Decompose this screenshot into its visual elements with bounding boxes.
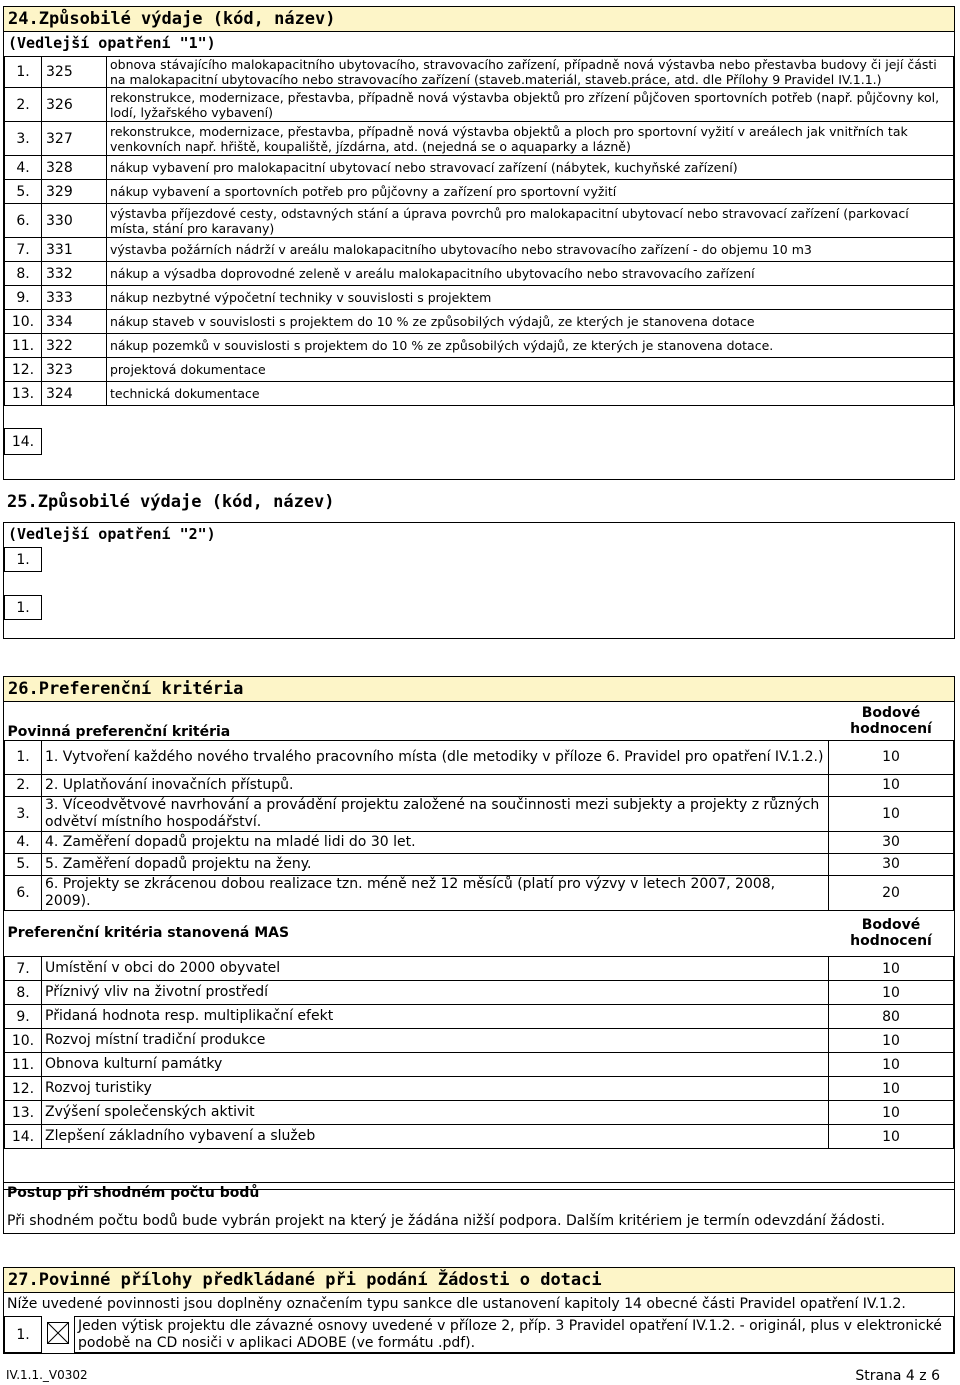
expense-text: rekonstrukce, modernizace, přestavba, případně nová výstavba objektů pro zřízení půjčoven sportovních potřeb (např. půjčovny kol, lodí, lyžařského vybavení) xyxy=(107,88,954,122)
mandatory-criteria-table xyxy=(4,702,954,911)
criterion-points: 10 xyxy=(829,1101,954,1125)
criterion-points: 80 xyxy=(829,1005,954,1029)
criterion-text: Zlepšení základního vybavení a služeb xyxy=(42,1125,829,1149)
expense-code: 324 xyxy=(42,382,107,406)
mas-criterion-row xyxy=(5,1053,954,1077)
row-number: 4. xyxy=(5,156,42,180)
criterion-text: 5. Zaměření dopadů projektu na ženy. xyxy=(42,853,829,875)
checked-box-icon[interactable] xyxy=(47,1322,69,1344)
criterion-text: Příznivý vliv na životní prostředí xyxy=(42,981,829,1005)
criterion-text: Rozvoj místní tradiční produkce xyxy=(42,1029,829,1053)
criterion-points: 10 xyxy=(829,774,954,796)
criterion-text: 6. Projekty se zkrácenou dobou realizace tzn. méně než 12 měsíců (platí pro výzvy v letech 2007, 2008, 2009). xyxy=(42,875,829,910)
row-number: 11. xyxy=(5,334,42,358)
criterion-points: 10 xyxy=(829,1053,954,1077)
row-number: 6. xyxy=(5,875,42,910)
criterion-points: 30 xyxy=(829,853,954,875)
expense-code: 332 xyxy=(42,262,107,286)
row-number: 9. xyxy=(5,286,42,310)
row-number: 8. xyxy=(5,981,42,1005)
mas-criterion-row xyxy=(5,981,954,1005)
section-25-subtitle: (Vedlejší opatření "2") xyxy=(8,525,216,543)
footer-code: IV.1.1._V0302 xyxy=(6,1368,88,1382)
row-number: 1. xyxy=(5,548,42,572)
expense-row xyxy=(5,358,954,382)
mas-criterion-row xyxy=(5,1077,954,1101)
mas-criterion-row xyxy=(5,1005,954,1029)
criterion-text: 4. Zaměření dopadů projektu na mladé lidi do 30 let. xyxy=(42,831,829,853)
criterion-points: 10 xyxy=(829,1029,954,1053)
mandatory-criteria-header: Povinná preferenční kritéria xyxy=(7,723,231,740)
tie-procedure-text: Při shodném počtu bodů bude vybrán projekt na který je žádána nižší podpora. Dalším kritériem je termín odevzdání žádosti. xyxy=(7,1213,886,1229)
row-number: 11. xyxy=(5,1053,42,1077)
criterion-points: 10 xyxy=(829,796,954,831)
section-25-title: 25.Způsobilé výdaje (kód, název) xyxy=(7,492,335,512)
row-number: 1. xyxy=(5,57,42,88)
mas-criterion-row xyxy=(5,1125,954,1149)
mas-criteria-header: Preferenční kritéria stanovená MAS xyxy=(7,925,290,942)
spacer xyxy=(4,406,954,428)
row-number: 7. xyxy=(5,957,42,981)
criterion-text: Přidaná hodnota resp. multiplikační efekt xyxy=(42,1005,829,1029)
row-number: 4. xyxy=(5,831,42,853)
mas-points-header: Bodové hodnocení xyxy=(850,917,932,950)
criterion-text: 1. Vytvoření každého nového trvalého pracovního místa (dle metodiky v příloze 6. Pravidel pro opatření IV.1.2.) xyxy=(42,740,829,774)
attachments-table xyxy=(4,1316,954,1353)
expense-text: obnova stávajícího malokapacitního ubytovacího, stravovacího zařízení, případně nová výstavba nebo přestavba budovy či její části na malokapacitní ubytovacího nebo stravovacího zařízení (staveb.materiál, staveb.práce, atd. dle Přílohy 9 Pravidel IV.1.1.) xyxy=(107,57,954,88)
row-number: 14. xyxy=(5,1125,42,1149)
section-27 xyxy=(3,1267,955,1354)
mandatory-criterion-row xyxy=(5,796,954,831)
criterion-points: 10 xyxy=(829,957,954,981)
expense-text: projektová dokumentace xyxy=(107,358,954,382)
mas-criterion-row xyxy=(5,1101,954,1125)
eligible-expenses-table xyxy=(4,56,954,406)
expense-text: nákup nezbytné výpočetní techniky v souvislosti s projektem xyxy=(107,286,954,310)
expense-row xyxy=(5,262,954,286)
row-number: 6. xyxy=(5,204,42,238)
expense-code: 325 xyxy=(42,57,107,88)
attachment-text: Jeden výtisk projektu dle závazné osnovy uvedené v příloze 2, příp. 3 Pravidel opatření IV.1.2. - originál, plus v elektronické podobě na CD nosiči v aplikaci ADOBE (ve formátu .pdf). xyxy=(75,1317,954,1353)
mas-criterion-row xyxy=(5,1029,954,1053)
expense-text: technická dokumentace xyxy=(107,382,954,406)
expense-code: 322 xyxy=(42,334,107,358)
section-27-intro: Níže uvedené povinnosti jsou doplněny označením typu sankce dle ustanovení kapitoly 14 obecné části Pravidel opatření IV.1.2. xyxy=(7,1296,906,1312)
expense-code: 326 xyxy=(42,88,107,122)
expense-code: 329 xyxy=(42,180,107,204)
expense-row xyxy=(5,286,954,310)
row-number: 12. xyxy=(5,1077,42,1101)
section-26-title: 26.Preferenční kritéria xyxy=(3,676,955,702)
row-number: 13. xyxy=(5,1101,42,1125)
expense-text: nákup pozemků v souvislosti s projektem do 10 % ze způsobilých výdajů, ze kterých je stanovena dotace. xyxy=(107,334,954,358)
mandatory-criterion-row xyxy=(5,875,954,910)
tie-procedure-header: Postup při shodném počtu bodů xyxy=(7,1185,260,1201)
section-25 xyxy=(3,490,955,639)
expense-row xyxy=(5,334,954,358)
expense-text: výstavba příjezdové cesty, odstavných stání a úprava povrchů pro malokapacitní ubytovací nebo stravovací zařízení (parkovací místa, stání pro karavany) xyxy=(107,204,954,238)
expense-row xyxy=(5,180,954,204)
expense-code: 333 xyxy=(42,286,107,310)
expense-row xyxy=(5,204,954,238)
criterion-points: 10 xyxy=(829,1077,954,1101)
row-number: 3. xyxy=(5,122,42,156)
row-number: 7. xyxy=(5,238,42,262)
tie-procedure-section xyxy=(3,1182,955,1234)
expense-text: nákup staveb v souvislosti s projektem do 10 % ze způsobilých výdajů, ze kterých je stanovena dotace xyxy=(107,310,954,334)
points-header: Bodové hodnocení xyxy=(850,704,932,737)
expense-row xyxy=(5,310,954,334)
row-number: 5. xyxy=(5,853,42,875)
expense-code: 331 xyxy=(42,238,107,262)
criterion-text: Zvýšení společenských aktivit xyxy=(42,1101,829,1125)
row-number: 10. xyxy=(5,1029,42,1053)
expense-text: výstavba požárních nádrží v areálu malokapacitního ubytovacího nebo stravovacího zařízení - do objemu 10 m3 xyxy=(107,238,954,262)
mandatory-criterion-row xyxy=(5,853,954,875)
row-number: 2. xyxy=(5,88,42,122)
expense-code: 327 xyxy=(42,122,107,156)
mandatory-criterion-row xyxy=(5,740,954,774)
row-number: 12. xyxy=(5,358,42,382)
section-24-subtitle: (Vedlejší opatření "1") xyxy=(8,34,216,52)
expense-row xyxy=(5,382,954,406)
row-number: 1. xyxy=(5,740,42,774)
expense-text: rekonstrukce, modernizace, přestavba, případně nová výstavba objektů a ploch pro sportovní vyžití v areálech jak vnitřních tak venkovních např. hřiště, koupaliště, jízdárna, atd. (nejedná se o aquaparky a lázně) xyxy=(107,122,954,156)
row-number: 13. xyxy=(5,382,42,406)
expense-text: nákup a výsadba doprovodné zeleně v areálu malokapacitního ubytovacího nebo stravovacího zařízení xyxy=(107,262,954,286)
row-number: 8. xyxy=(5,262,42,286)
criterion-text: 2. Uplatňování inovačních přístupů. xyxy=(42,774,829,796)
criterion-text: Obnova kulturní památky xyxy=(42,1053,829,1077)
criterion-points: 30 xyxy=(829,831,954,853)
criterion-text: Umístění v obci do 2000 obyvatel xyxy=(42,957,829,981)
expense-row xyxy=(5,122,954,156)
section-24-title: 24.Způsobilé výdaje (kód, název) xyxy=(3,6,955,32)
expense-text: nákup vybavení pro malokapacitní ubytovací nebo stravovací zařízení (nábytek, kuchyňské zařízení) xyxy=(107,156,954,180)
expense-code: 328 xyxy=(42,156,107,180)
row-number: 3. xyxy=(5,796,42,831)
section-27-title: 27.Povinné přílohy předkládané při podání Žádosti o dotaci xyxy=(3,1267,955,1293)
expense-row xyxy=(5,88,954,122)
criterion-points: 10 xyxy=(829,1125,954,1149)
criterion-text: 3. Víceodvětvové navrhování a provádění projektu založené na součinnosti mezi subjekty a projekty z různých odvětví místního hospodářství. xyxy=(42,796,829,831)
expense-code: 323 xyxy=(42,358,107,382)
expense-text: nákup vybavení a sportovních potřeb pro půjčovny a zařízení pro sportovní vyžití xyxy=(107,180,954,204)
expense-code: 334 xyxy=(42,310,107,334)
expense-row xyxy=(5,238,954,262)
mandatory-criterion-row xyxy=(5,774,954,796)
row-number: 1. xyxy=(5,596,42,620)
row-number: 5. xyxy=(5,180,42,204)
criterion-points: 10 xyxy=(829,740,954,774)
criterion-text: Rozvoj turistiky xyxy=(42,1077,829,1101)
expense-row xyxy=(5,156,954,180)
section-24 xyxy=(3,6,955,480)
expense-code: 330 xyxy=(42,204,107,238)
mandatory-criterion-row xyxy=(5,831,954,853)
mas-criteria-table xyxy=(4,911,954,1150)
secondary-expenses-table xyxy=(4,547,954,620)
criterion-points: 10 xyxy=(829,981,954,1005)
expense-row xyxy=(5,57,954,88)
row-number: 1. xyxy=(5,1317,42,1353)
mas-criterion-row xyxy=(5,957,954,981)
section-26 xyxy=(3,676,955,1190)
row-number: 2. xyxy=(5,774,42,796)
row-number: 14. xyxy=(5,429,42,455)
page-number: Strana 4 z 6 xyxy=(855,1368,940,1384)
criterion-points: 20 xyxy=(829,875,954,910)
eligible-expenses-row-14 xyxy=(4,428,954,455)
row-number: 10. xyxy=(5,310,42,334)
row-number: 9. xyxy=(5,1005,42,1029)
